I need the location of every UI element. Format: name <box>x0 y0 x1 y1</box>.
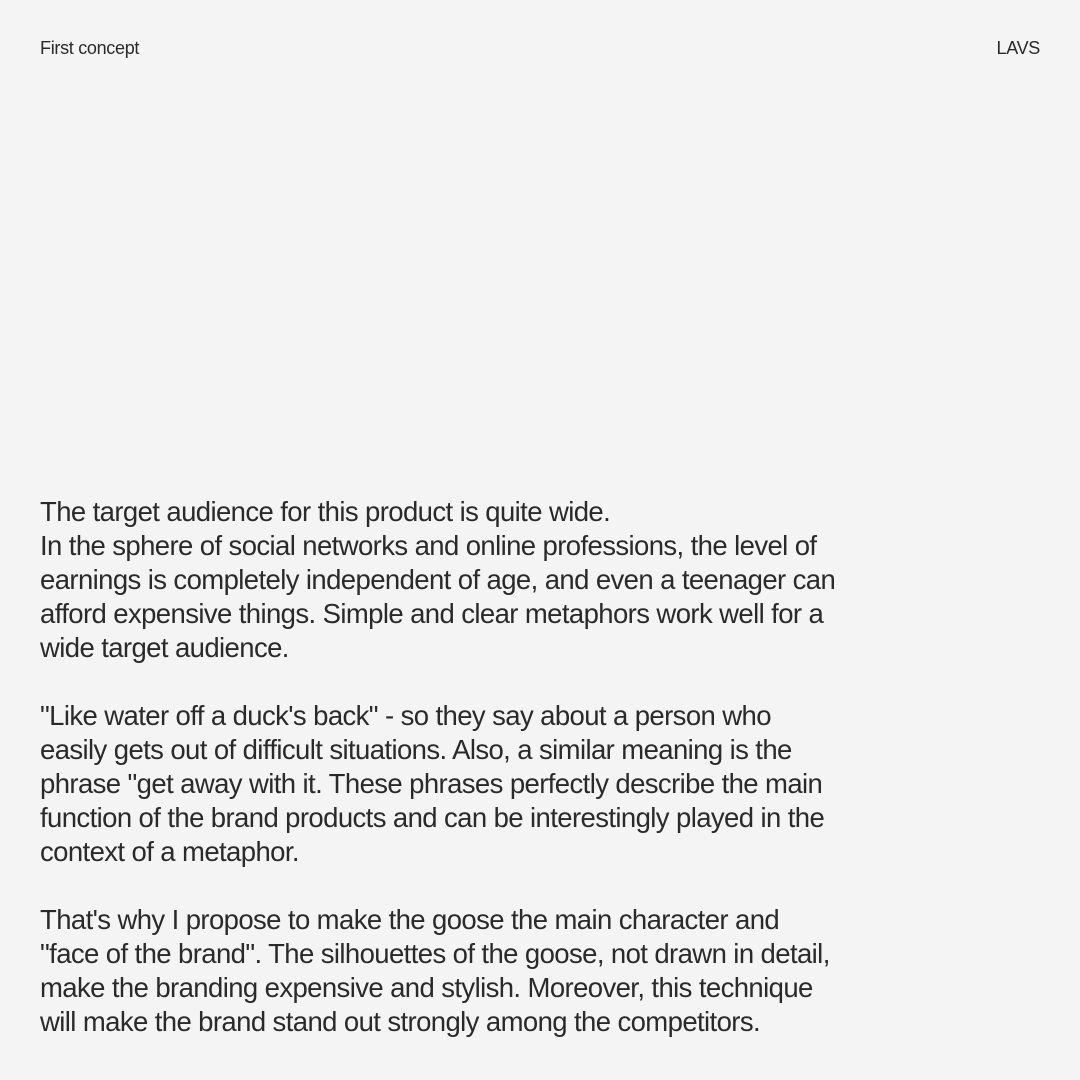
text-line: afford expensive things. Simple and clear metaphors work well for a <box>40 598 824 629</box>
text-line: In the sphere of social networks and online professions, the level of <box>40 530 817 561</box>
text-line: easily gets out of difficult situations. Also, a similar meaning is the <box>40 734 792 765</box>
text-line: "Like water off a duck's back" - so they say about a person who <box>40 700 771 731</box>
text-line: earnings is completely independent of age, and even a teenager can <box>40 564 836 595</box>
text-line: will make the brand stand out strongly among the competitors. <box>40 1006 761 1037</box>
text-line: "face of the brand". The silhouettes of the goose, not drawn in detail, <box>40 938 830 969</box>
text-line: make the branding expensive and stylish. Moreover, this technique <box>40 972 813 1003</box>
page-label: First concept <box>40 38 140 58</box>
text-line: The target audience for this product is quite wide. <box>40 496 611 527</box>
text-line: That's why I propose to make the goose the main character and <box>40 904 780 935</box>
text-line: phrase "get away with it. These phrases perfectly describe the main <box>40 768 823 799</box>
paragraph-audience <box>40 495 920 665</box>
text-line: wide target audience. <box>40 632 289 663</box>
text-line: function of the brand products and can be interestingly played in the <box>40 802 825 833</box>
body-text <box>40 495 920 1039</box>
brand-name: LAVS <box>996 38 1040 58</box>
paragraph-metaphor <box>40 699 920 869</box>
text-line: context of a metaphor. <box>40 836 299 867</box>
paragraph-goose <box>40 903 920 1039</box>
